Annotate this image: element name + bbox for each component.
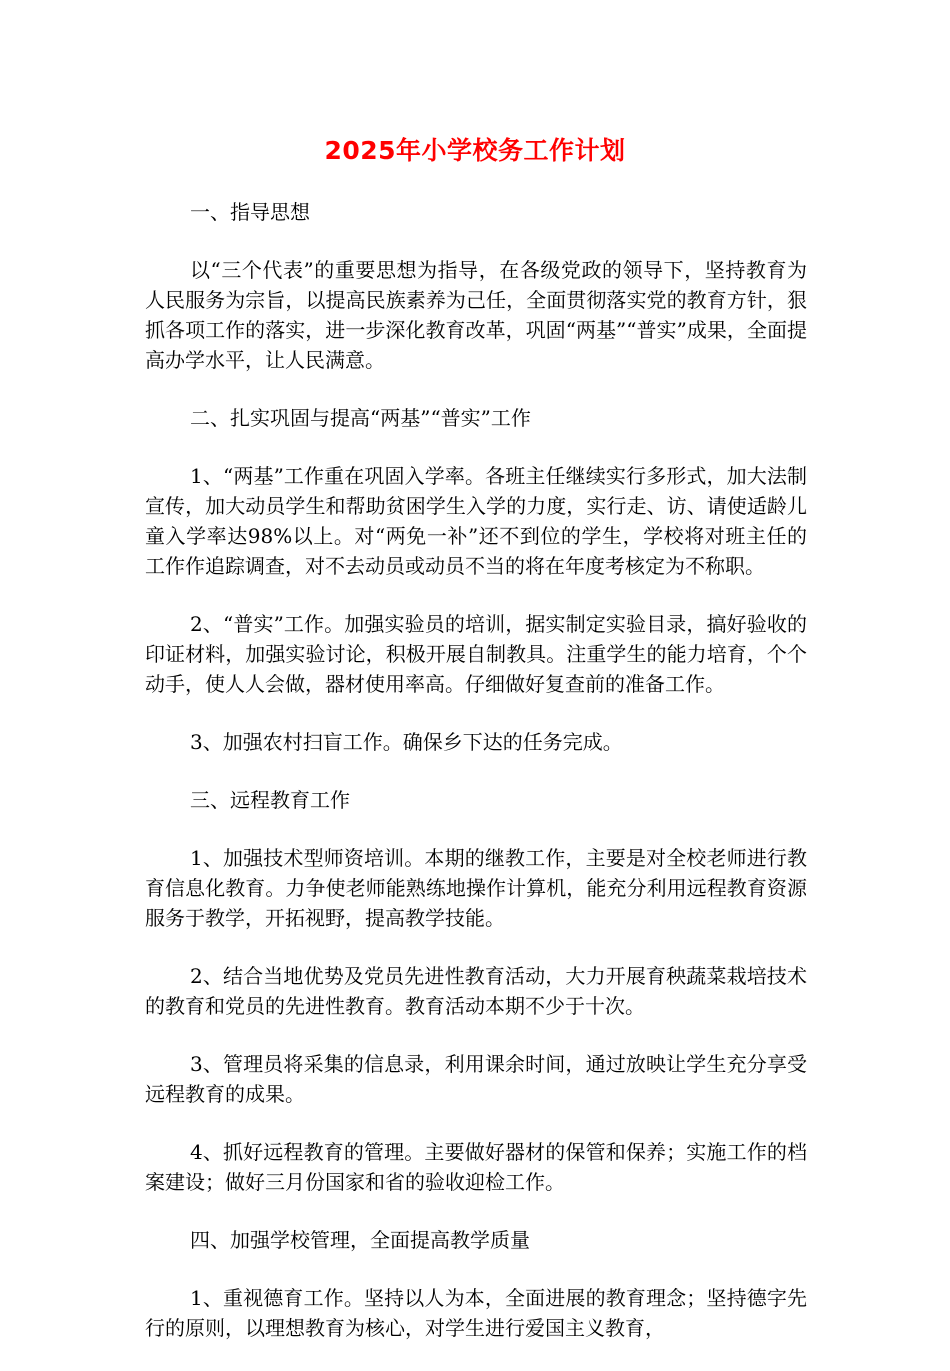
paragraph-teacher-training: 1、加强技术型师资培训。本期的继教工作，主要是对全校老师进行教育信息化教育。力争使老师能熟练地操作计算机，能充分利用远程教育资源服务于教学，开拓视野，提高教学技能。 bbox=[145, 846, 807, 930]
paragraph-information-recording: 3、管理员将采集的信息录，利用课余时间，通过放映让学生充分享受远程教育的成果。 bbox=[145, 1052, 807, 1106]
paragraph-moral-education: 1、重视德育工作。坚持以人为本，全面进展的教育理念；坚持德字先行的原则，以理想教育为核心，对学生进行爱国主义教育， bbox=[145, 1286, 807, 1340]
paragraph-liangji: 1、“两基”工作重在巩固入学率。各班主任继续实行多形式，加大法制宣传，加大动员学生和帮助贫困学生入学的力度，实行走、访、请使适龄儿童入学率达98%以上。对“两免一补”还不到位的学生，学校将对班主任的工作作追踪调查，对不去动员或动员不当的将在年度考核定为不称职。 bbox=[145, 464, 807, 578]
section-heading-3: 三、远程教育工作 bbox=[190, 788, 350, 812]
section-heading-4: 四、加强学校管理，全面提高教学质量 bbox=[190, 1228, 530, 1252]
paragraph-remote-management: 4、抓好远程教育的管理。主要做好器材的保管和保养；实施工作的档案建设；做好三月份国家和省的验收迎检工作。 bbox=[145, 1140, 807, 1194]
section-heading-2: 二、扎实巩固与提高“两基”“普实”工作 bbox=[190, 406, 531, 430]
paragraph-pushi: 2、“普实”工作。加强实验员的培训，据实制定实验目录，搞好验收的印证材料，加强实验讨论，积极开展自制教具。注重学生的能力培育，个个动手，使人人会做，器材使用率高。仔细做好复查前的准备工作。 bbox=[145, 612, 807, 696]
document-body bbox=[145, 197, 807, 1371]
section-heading-1: 一、指导思想 bbox=[190, 200, 310, 224]
document-title: 2025年小学校务工作计划 bbox=[324, 136, 626, 165]
paragraph-guiding-ideology: 以“三个代表”的重要思想为指导，在各级党政的领导下，坚持教育为人民服务为宗旨，以提高民族素养为己任，全面贯彻落实党的教育方针，狠抓各项工作的落实，进一步深化教育改革，巩固“两基”“普实”成果，全面提高办学水平，让人民满意。 bbox=[145, 258, 807, 372]
paragraph-party-education: 2、结合当地优势及党员先进性教育活动，大力开展育秧蔬菜栽培技术的教育和党员的先进性教育。教育活动本期不少于十次。 bbox=[145, 964, 807, 1018]
paragraph-literacy: 3、加强农村扫盲工作。确保乡下达的任务完成。 bbox=[190, 730, 623, 754]
